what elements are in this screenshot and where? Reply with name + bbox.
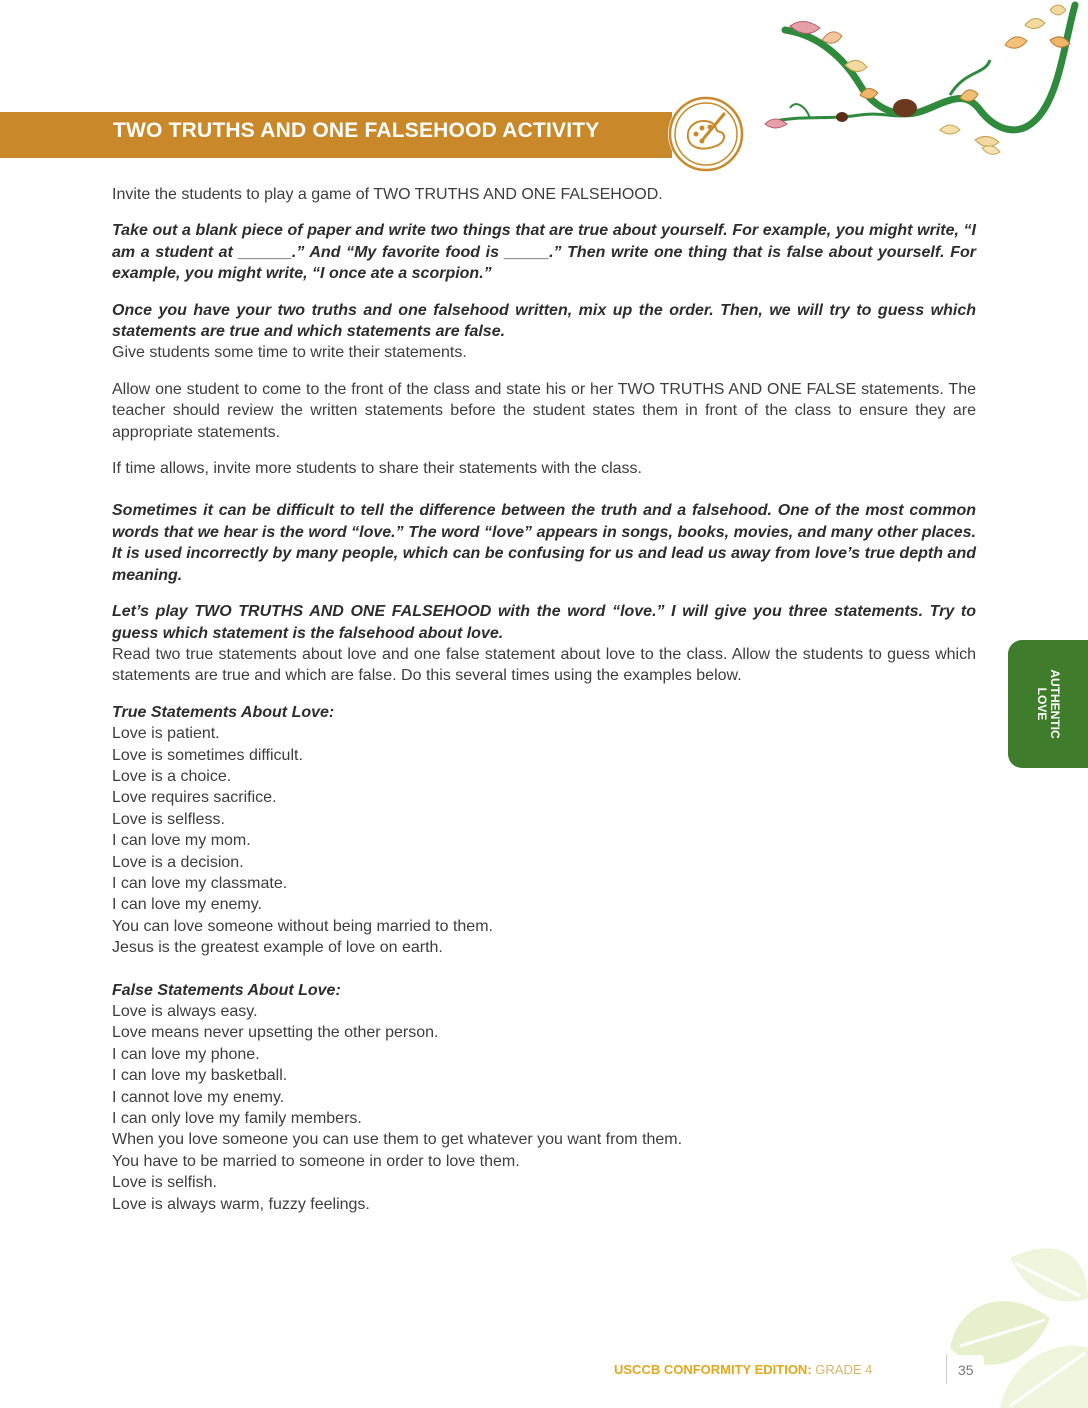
intro-paragraph: Invite the students to play a game of TWO TRUTHS AND ONE FALSEHOOD. bbox=[112, 186, 663, 203]
teacher-prompt-2: Once you have your two truths and one falsehood written, mix up the order. Then, we will try to guess which statements are true and which statements are false. bbox=[112, 301, 976, 341]
art-palette-icon bbox=[666, 94, 746, 174]
list-item: Love means never upsetting the other person. bbox=[112, 1024, 439, 1042]
true-statements-list bbox=[112, 702, 976, 959]
list-item: Love is selfless. bbox=[112, 810, 225, 828]
false-statements-list bbox=[112, 980, 976, 1215]
teacher-prompt-3: Sometimes it can be difficult to tell the difference between the truth and a falsehood. One of the most common words that we hear is the word “love.” The word “love” appears in songs, books, movies, and many other places. It is used incorrectly by many people, which can be confusing for us and lead us away from love’s true depth and meaning. bbox=[112, 502, 976, 584]
list-item: You can love someone without being married to them. bbox=[112, 917, 493, 935]
list-item: I can love my enemy. bbox=[112, 896, 262, 914]
footer-divider bbox=[946, 1354, 947, 1384]
section-title: TWO TRUTHS AND ONE FALSEHOOD ACTIVITY bbox=[113, 119, 600, 142]
list-item: You have to be married to someone in order to love them. bbox=[112, 1152, 520, 1170]
teacher-prompt-4: Let’s play TWO TRUTHS AND ONE FALSEHOOD with the word “love.” I will give you three statements. Try to guess which statement is the falsehood about love. bbox=[112, 603, 976, 642]
front-of-class-paragraph: Allow one student to come to the front of the class and state his or her TWO TRUTHS AND ONE FALSE statements. The teacher should review the written statements before the student states them in front of the class to ensure they are appropriate statements. bbox=[112, 380, 976, 441]
list-item: I cannot love my enemy. bbox=[112, 1088, 285, 1106]
list-item: Love is always easy. bbox=[112, 1003, 258, 1020]
vine-illustration bbox=[750, 0, 1088, 170]
list-item: Love is sometimes difficult. bbox=[112, 746, 303, 764]
list-item: Love is always warm, fuzzy feelings. bbox=[112, 1195, 370, 1213]
read-statements-paragraph: Read two true statements about love and one false statement about love to the class. Allow the students to guess which statements are true and which are false. Do this several times using the examples below. bbox=[112, 645, 976, 685]
list-item: I can love my mom. bbox=[112, 832, 251, 850]
false-statements-title: False Statements About Love: bbox=[112, 981, 341, 999]
activity-content bbox=[112, 184, 976, 1236]
chapter-side-tab-label: AUTHENTIC LOVE bbox=[1035, 669, 1062, 739]
list-item: Love is a decision. bbox=[112, 853, 244, 871]
page-number: 35 bbox=[958, 1362, 974, 1378]
list-item: Love is a choice. bbox=[112, 767, 232, 785]
list-item: Love is patient. bbox=[112, 725, 220, 743]
list-item: Love is selfish. bbox=[112, 1174, 217, 1192]
list-item: Jesus is the greatest example of love on earth. bbox=[112, 939, 443, 957]
teacher-prompt-1: Take out a blank piece of paper and write two things that are true about yourself. For example, you might write, “I am a student at ______.” And “My favorite food is _____.” Then write one thing that is false about yourself. For example, you might write, “I once ate a scorpion.” bbox=[112, 222, 976, 283]
true-statements-title: True Statements About Love: bbox=[112, 703, 335, 721]
list-item: When you love someone you can use them to get whatever you want from them. bbox=[112, 1131, 683, 1149]
list-item: I can love my basketball. bbox=[112, 1067, 288, 1085]
more-students-paragraph: If time allows, invite more students to share their statements with the class. bbox=[112, 460, 642, 478]
list-item: I can love my phone. bbox=[112, 1045, 260, 1063]
list-item: I can love my classmate. bbox=[112, 874, 288, 892]
footer-edition: USCCB CONFORMITY EDITION: GRADE 4 bbox=[614, 1362, 873, 1377]
time-paragraph: Give students some time to write their statements. bbox=[112, 344, 467, 362]
list-item: I can only love my family members. bbox=[112, 1110, 362, 1128]
list-item: Love requires sacrifice. bbox=[112, 789, 277, 807]
